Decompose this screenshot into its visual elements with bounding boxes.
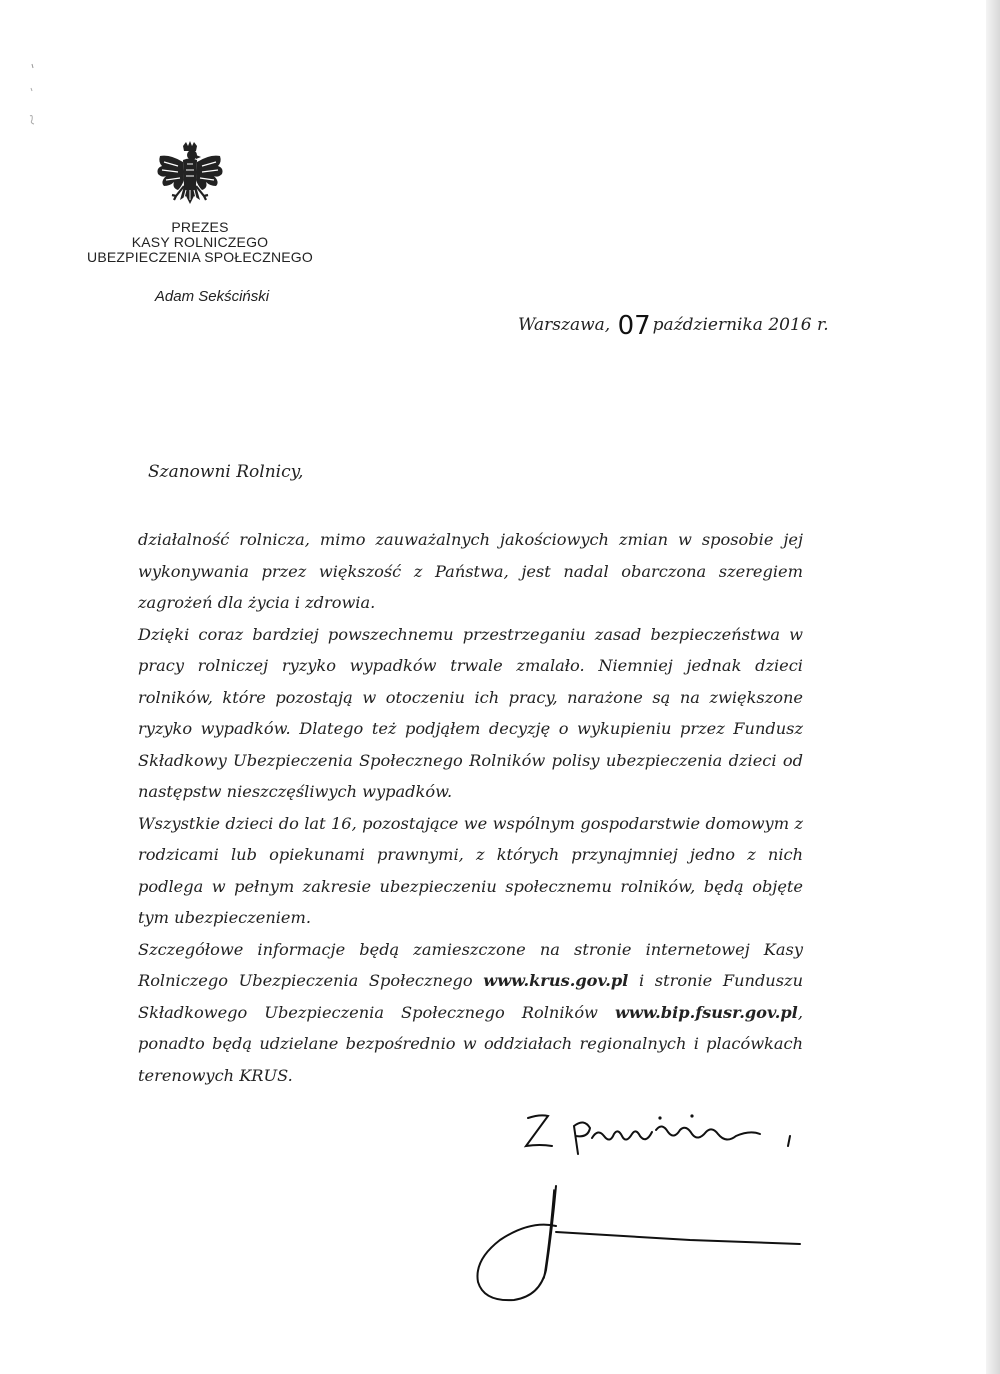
paragraph-1: działalność rolnicza, mimo zauważalnych jakościowych zmian w sposobie jej wykonywania przez większość z Państwa, jest nadal obarczona szeregiem zagrożeń dla życia i zdrowia.	[138, 530, 803, 612]
krus-website-link: www.krus.gov.pl	[483, 971, 629, 990]
letterhead-line-1: PREZES	[171, 219, 229, 235]
paragraph-4-part-1: Szczegółowe informacje będą zamieszczone na stronie internetowej Kasy Rolniczego Ubezpieczenia Społecznego	[138, 939, 803, 990]
letterhead-title	[60, 220, 340, 265]
date-suffix: października 2016 r.	[652, 315, 829, 335]
letter-body	[138, 524, 803, 1091]
scan-edge-shadow	[986, 0, 1000, 1374]
letter-date	[518, 311, 829, 341]
paragraph-4-part-2: i stronie Funduszu Składkowego Ubezpieczenia Społecznego Rolników	[138, 971, 803, 1022]
date-day-handwritten: 07	[617, 311, 651, 341]
date-prefix: Warszawa,	[518, 315, 611, 335]
paragraph-4-part-3: , ponadto będą udzielane bezpośrednio w oddziałach regionalnych i placówkach terenowych KRUS.	[138, 1002, 803, 1085]
handwritten-signature	[460, 1100, 820, 1310]
fsusr-website-link: www.bip.fsusr.gov.pl	[614, 1002, 798, 1022]
polish-eagle-emblem	[150, 140, 230, 220]
letterhead-line-2: KASY ROLNICZEGO	[131, 234, 269, 250]
author-name: Adam Sekściński	[154, 288, 270, 305]
scan-margin-marks	[22, 60, 42, 140]
paragraph-2: Dzięki coraz bardziej powszechnemu przestrzeganiu zasad bezpieczeństwa w pracy rolniczej ryzyko wypadków trwale zmalało. Niemniej jednak dzieci rolników, które pozostają w otoczeniu ich pracy, narażone są na zwiększone ryzyko wypadków. Dlatego też podjąłem decyzję o wykupieniu przez Fundusz Składkowy Ubezpieczenia Społecznego Rolników polisy ubezpieczenia dzieci od następstw nieszczęśliwych wypadków.	[138, 624, 803, 801]
paragraph-4	[138, 934, 803, 1092]
salutation: Szanowni Rolnicy,	[148, 462, 304, 482]
letterhead-line-3: UBEZPIECZENIA SPOŁECZNEGO	[87, 249, 313, 265]
paragraph-3: Wszystkie dzieci do lat 16, pozostające we wspólnym gospodarstwie domowym z rodzicami lub opiekunami prawnymi, z których przynajmniej jedno z nich podlega w pełnym zakresie ubezpieczeniu społecznemu rolników, będą objęte tym ubezpieczeniem.	[138, 813, 803, 927]
